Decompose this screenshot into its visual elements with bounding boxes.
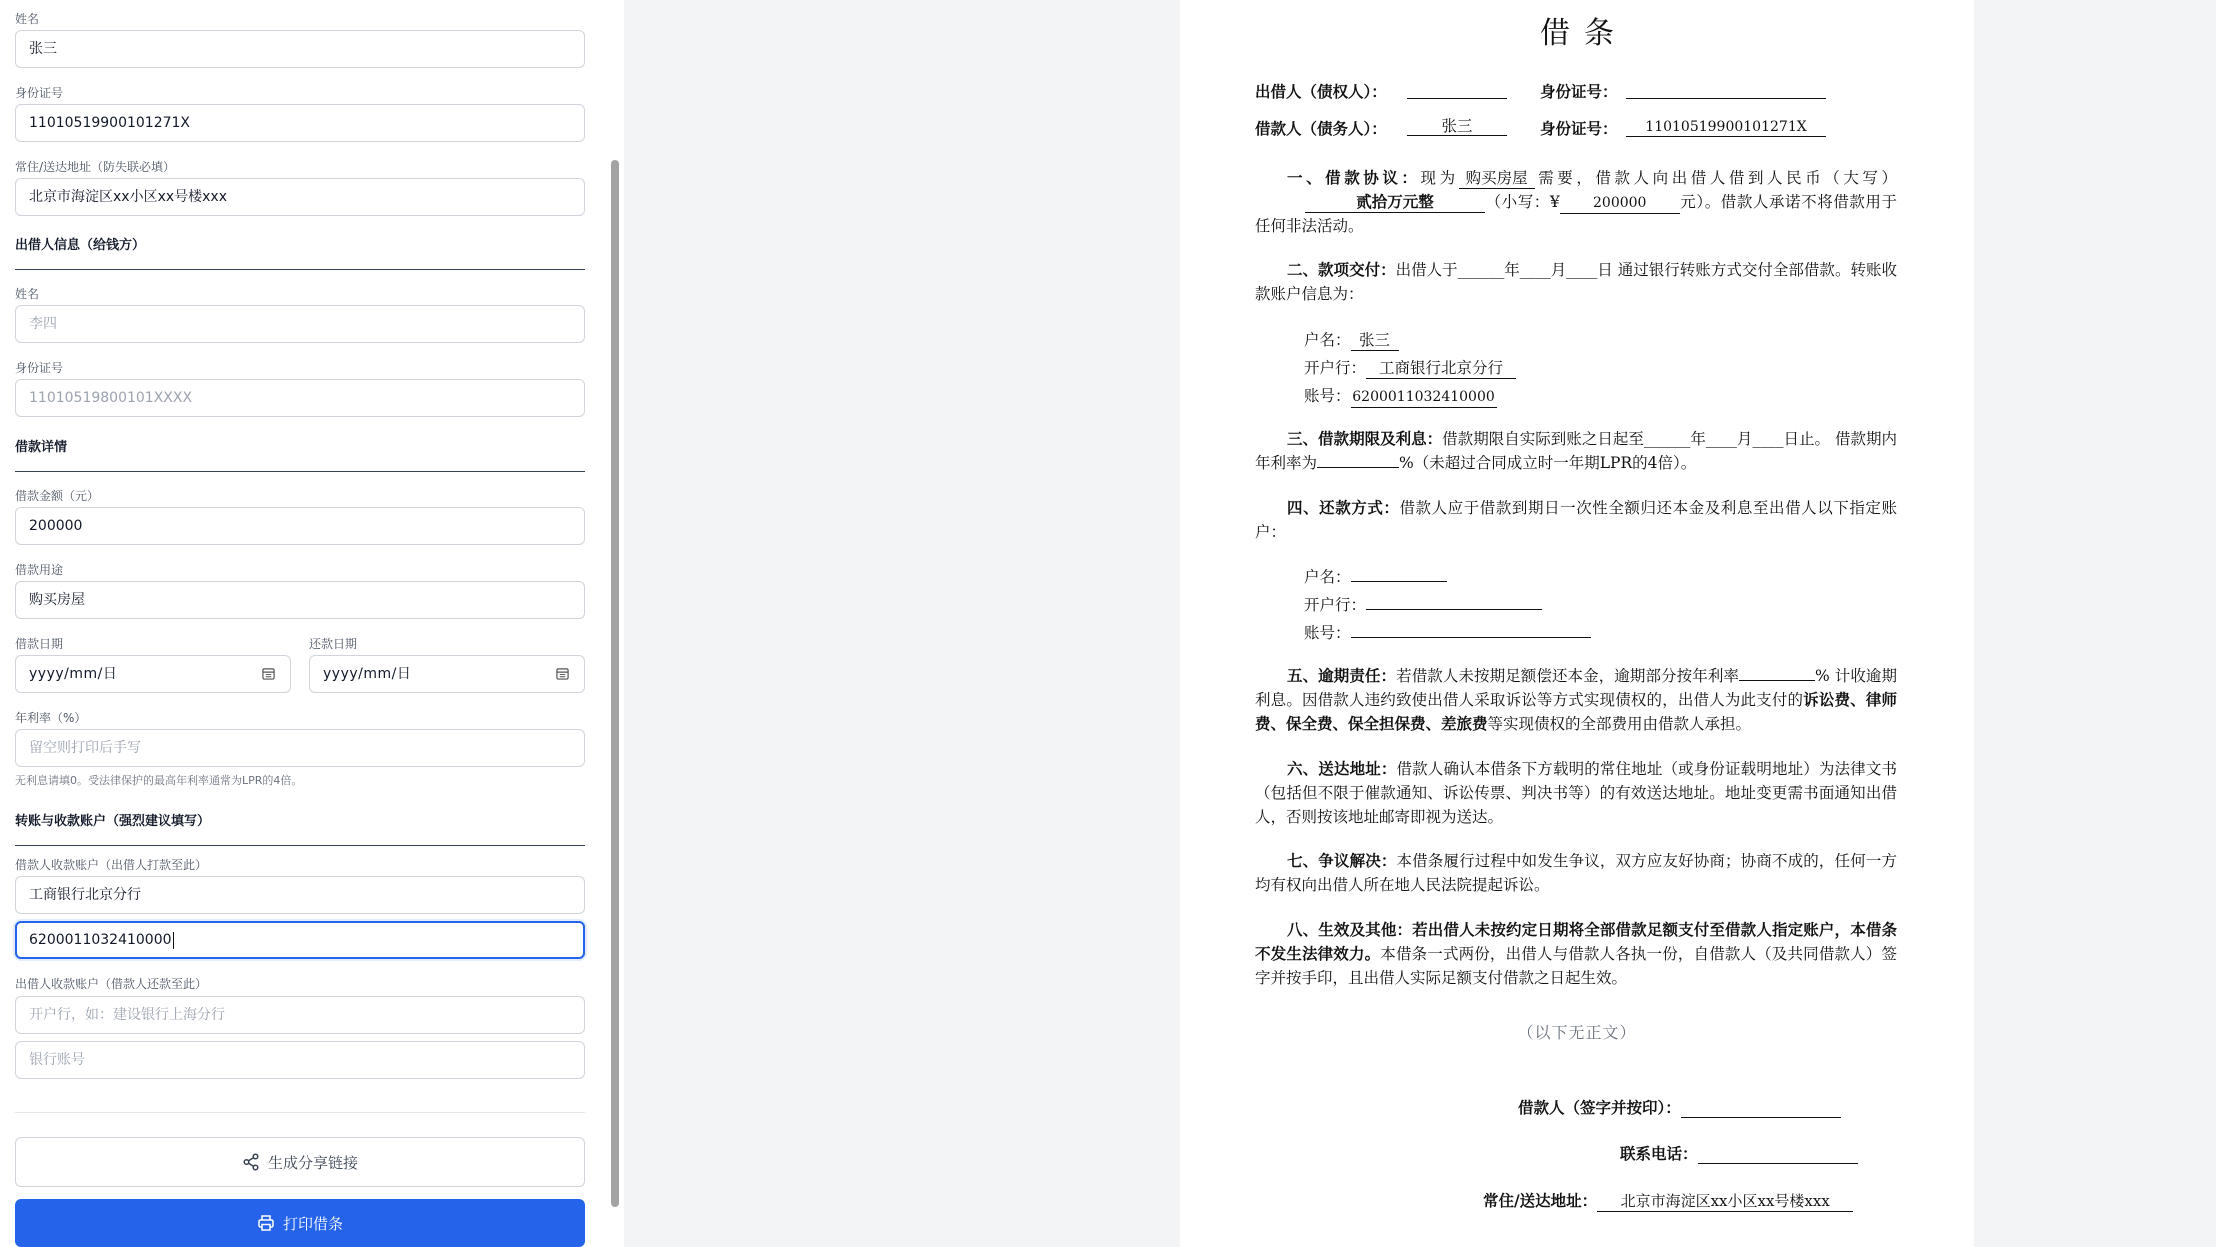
clause-4 (1255, 496, 1897, 544)
loan-date-label: 借款日期 (15, 637, 64, 651)
clause-1-text-b: 需要，借款人向出借人借到人民币（大写） (1534, 169, 1897, 187)
clause-6-heading: 六、送达地址： (1287, 759, 1397, 778)
share-icon (242, 1153, 260, 1171)
clause-4-text: 借款人应于借款到期日一次性全额归还本金及利息至出借人以下指定账户： (1255, 499, 1897, 541)
clause-8 (1255, 918, 1897, 990)
clause-1 (1255, 166, 1897, 238)
share-button-label: 生成分享链接 (267, 1153, 358, 1172)
clause-4-acct-bank-row (1304, 593, 1542, 615)
acct-no-label: 账号： (1304, 624, 1351, 642)
signature-line (1681, 1098, 1841, 1118)
phone-line (1698, 1144, 1858, 1164)
clause-1-text-d: 元）。借款人承诺不将借款用于任何非法活动。 (1255, 193, 1897, 235)
print-button-label: 打印借条 (282, 1214, 343, 1233)
clause-5-text: 若借款人未按期足额偿还本金，逾期部分按年利率 (1396, 667, 1739, 685)
lender-id-label: 身份证号 (15, 361, 64, 375)
clause-4-acct-bank-blank (1366, 609, 1542, 610)
clause-5-fees: 诉讼费、律师费、保全费、保全担保费、差旅费 (1255, 690, 1897, 733)
clause-6-text: 借款人确认本借条下方载明的常住地址（或身份证载明地址）为法律文书（包括但不限于催款通知、诉讼传票、判决书等）的有效送达地址。地址变更需书面通知出借人，否则按该地址邮寄即视为送达。 (1255, 760, 1897, 826)
clause-1-purpose: 购买房屋 (1459, 168, 1535, 189)
borrower-address-input[interactable]: 北京市海淀区xx小区xx号楼xxx (15, 178, 585, 216)
clause-8-heading: 八、生效及其他： (1287, 920, 1413, 939)
account-section-heading: 转账与收款账户（强烈建议填写） (15, 810, 585, 846)
clause-8-text: 本借条一式两份，出借人与借款人各执一份，自借款人（及共同借款人）签字并按手印，且出借人实际足额支付借款之日起生效。 (1255, 945, 1897, 987)
clause-4-acct-name-row (1304, 565, 1447, 587)
clause-1-text-a: 现为 (1420, 169, 1459, 187)
borrower-party-label: 借款人（债务人）： (1255, 119, 1387, 138)
clause-7-text: 本借条履行过程中如发生争议，双方应友好协商；协商不成的，任何一方均有权向出借人所在地人民法院提起诉讼。 (1255, 852, 1897, 894)
lender-id-label: 身份证号： (1540, 82, 1618, 101)
clause-4-acct-name-blank (1351, 581, 1447, 582)
borrower-id-input[interactable]: 11010519900101271X (15, 104, 585, 142)
repay-date-label: 还款日期 (309, 637, 358, 651)
acct-name-label: 户名： (1304, 331, 1351, 349)
borrower-account-value: 6200011032410000 (29, 932, 172, 948)
share-link-button[interactable] (15, 1137, 585, 1187)
lender-account-input[interactable]: 银行账号 (15, 1041, 585, 1079)
clause-4-acct-no-row (1304, 621, 1591, 643)
clause-2-acct-no-row (1304, 384, 1497, 408)
acct-no-label: 账号： (1304, 387, 1351, 405)
printer-icon (257, 1214, 275, 1232)
acct-name-label: 户名： (1304, 568, 1351, 586)
phone-label: 联系电话： (1620, 1144, 1698, 1163)
rate-input[interactable]: 留空则打印后手写 (15, 729, 585, 767)
document-title: 借条 (1540, 16, 1628, 51)
clause-2-acct-no: 6200011032410000 (1351, 387, 1497, 408)
clause-8-condition: 若出借人未按约定日期将全部借款足额支付至借款人指定账户，本借条不发生法律效力。 (1255, 920, 1897, 963)
lender-bank-input[interactable]: 开户行，如：建设银行上海分行 (15, 996, 585, 1034)
borrower-address-label: 常住/送达地址（防失联必填） (15, 160, 176, 174)
loan-date-input[interactable] (15, 655, 291, 693)
clause-3-text: 借款期限自实际到账之日起至______年____月____日止。 借款期内年利率为 (1255, 430, 1897, 472)
lender-party-label: 出借人（债权人）： (1255, 82, 1387, 101)
clause-4-heading: 四、还款方式： (1287, 498, 1400, 517)
borrower-id-label: 身份证号： (1540, 119, 1618, 138)
calendar-icon[interactable] (262, 667, 275, 680)
borrower-party-name: 张三 (1407, 117, 1507, 136)
clause-2-heading: 二、款项交付： (1287, 260, 1396, 279)
borrower-id-label: 身份证号 (15, 86, 64, 100)
loan-details-heading: 借款详情 (15, 436, 585, 472)
clause-3-rate-blank (1317, 467, 1399, 468)
clause-2-acct-name-row (1304, 328, 1399, 351)
loan-date-value: yyyy/mm/日 (29, 666, 118, 682)
clause-3 (1255, 427, 1897, 475)
acct-bank-label: 开户行： (1304, 359, 1367, 377)
repay-date-input[interactable] (309, 655, 585, 693)
clause-1-heading: 一、借款协议： (1287, 168, 1421, 187)
clause-5-heading: 五、逾期责任： (1287, 666, 1397, 685)
borrower-name-label: 姓名 (15, 12, 40, 26)
clause-3-heading: 三、借款期限及利息： (1287, 429, 1443, 448)
iou-document-preview (1180, 0, 1974, 1247)
text-caret (173, 932, 174, 949)
print-button[interactable] (15, 1199, 585, 1247)
rate-hint: 无利息请填0。受法律保护的最高年利率通常为LPR的4倍。 (15, 774, 303, 787)
clause-6 (1255, 757, 1897, 829)
address-row (1483, 1189, 1853, 1212)
clause-5 (1255, 664, 1897, 736)
lender-name-input[interactable]: 李四 (15, 305, 585, 343)
clause-5-rate-blank (1739, 680, 1815, 681)
form-divider (15, 1112, 585, 1113)
clause-7-heading: 七、争议解决： (1287, 851, 1397, 870)
purpose-label: 借款用途 (15, 563, 64, 577)
address-value: 北京市海淀区xx小区xx号楼xxx (1597, 1191, 1853, 1212)
loan-form-panel (0, 0, 624, 1247)
borrower-name-input[interactable]: 张三 (15, 30, 585, 68)
end-of-text-note: （以下无正文） (1517, 1023, 1637, 1042)
clause-1-amount: 200000 (1560, 193, 1680, 214)
borrower-account-input[interactable] (15, 921, 585, 959)
clause-2-acct-name: 张三 (1351, 330, 1399, 351)
address-label: 常住/送达地址： (1483, 1191, 1598, 1210)
lender-account-label: 出借人收款账户（借款人还款至此） (15, 977, 208, 991)
clause-5-text-2: % 计收逾期利息。因借款人违约致使出借人采取诉讼等方式实现债权的，出借人为此支付的 (1255, 667, 1897, 709)
clause-3-text-2: %（未超过合同成立时一年期LPR的4倍）。 (1399, 454, 1697, 472)
clause-2 (1255, 258, 1897, 306)
clause-7 (1255, 849, 1897, 897)
rate-label: 年利率（%） (15, 711, 87, 725)
lender-id-input[interactable]: 11010519800101XXXX (15, 379, 585, 417)
acct-bank-label: 开户行： (1304, 596, 1367, 614)
clause-2-acct-bank-row (1304, 356, 1516, 379)
amount-input[interactable]: 200000 (15, 507, 585, 545)
borrower-bank-input[interactable]: 工商银行北京分行 (15, 876, 585, 914)
lender-party-id (1626, 80, 1826, 99)
purpose-input[interactable]: 购买房屋 (15, 581, 585, 619)
signature-label: 借款人（签字并按印）： (1518, 1098, 1681, 1117)
form-scrollbar[interactable] (611, 160, 619, 1207)
clause-2-text: 出借人于______年____月____日 通过银行转账方式交付全部借款。转账收款账户信息为： (1255, 261, 1897, 303)
clause-4-acct-no-blank (1351, 637, 1591, 638)
lender-name-label: 姓名 (15, 287, 40, 301)
borrower-account-label: 借款人收款账户（出借人打款至此） (15, 858, 208, 872)
borrower-party-id: 11010519900101271X (1626, 118, 1826, 137)
clause-2-acct-bank: 工商银行北京分行 (1366, 358, 1516, 379)
borrower-signature-row (1518, 1096, 1841, 1118)
lender-section-heading: 出借人信息（给钱方） (15, 234, 585, 270)
clause-5-text-3: 等实现债权的全部费用由借款人承担。 (1487, 715, 1752, 733)
amount-label: 借款金额（元） (15, 489, 100, 503)
clause-1-text-c: （小写：¥ (1485, 193, 1560, 211)
repay-date-value: yyyy/mm/日 (323, 666, 412, 682)
clause-1-amount-upper: 贰拾万元整 (1305, 192, 1485, 213)
phone-row (1620, 1142, 1858, 1164)
calendar-icon[interactable] (556, 667, 569, 680)
lender-party-name (1407, 80, 1507, 99)
